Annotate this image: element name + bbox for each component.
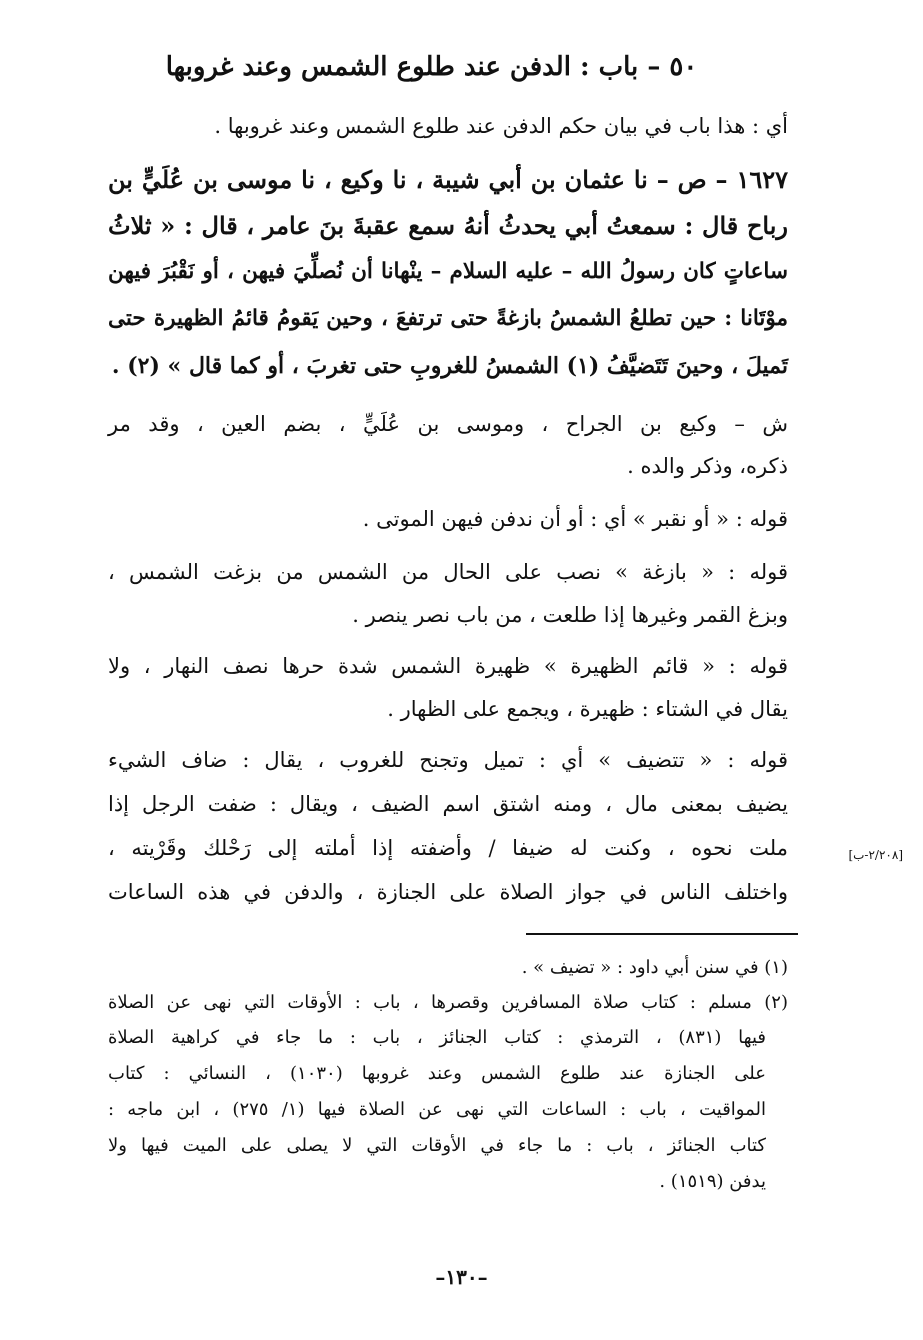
commentary-line: ذكره، وذكر والده . bbox=[627, 454, 788, 478]
hadith-line: تَميلَ ، وحينَ تَتَضيَّفُ (١) الشمسُ للغروبِ حتى تغربَ ، أو كما قال » (٢) . bbox=[111, 353, 788, 379]
hadith-line: ١٦٢٧ – ص – نا عثمان بن أبي شيبة ، نا وكيع ، نا موسى بن عُلَيٍّ بن bbox=[108, 165, 788, 194]
manuscript-folio-note: [٢/٢٠٨-ب] bbox=[848, 848, 903, 862]
hadith-line: ساعاتٍ كان رسولُ الله – عليه السلام – ينْهانا أن نُصلِّيَ فيهن ، أو نَقْبُرَ فيهن bbox=[108, 259, 788, 284]
footnote-line: المواقيت ، باب : الساعات التي نهى عن الصلاة فيها (١/ ٢٧٥) ، ابن ماجه : bbox=[108, 1099, 766, 1120]
footnote-line: يدفن (١٥١٩) . bbox=[659, 1171, 766, 1192]
explanation-line: قوله : « تتضيف » أي : تميل وتجنح للغروب ، يقال : ضاف الشيء bbox=[108, 748, 788, 772]
explanation-line: يضيف بمعنى مال ، ومنه اشتق اسم الضيف ، ويقال : ضفت الرجل إذا bbox=[108, 792, 788, 816]
page-number: –١٣٠– bbox=[435, 1265, 488, 1289]
explanation-line: واختلف الناس في جواز الصلاة على الجنازة ، والدفن في هذه الساعات bbox=[108, 880, 788, 904]
hadith-line: رباح قال : سمعتُ أبي يحدثُ أنهُ سمع عقبةَ بنَ عامر ، قال : « ثلاثُ bbox=[108, 211, 788, 240]
explanation-line: يقال في الشتاء : ظهيرة ، ويجمع على الظهار . bbox=[387, 697, 788, 721]
footnote-line: على الجنازة عند طلوع الشمس وعند غروبها (١٠٣٠) ، النسائي : كتاب bbox=[108, 1063, 766, 1084]
hadith-line: موْتَانا : حين تطلعُ الشمسُ بازغةً حتى ترتفعَ ، وحين يَقومُ قائمُ الظهيرة حتى bbox=[108, 306, 788, 331]
intro-line: أي : هذا باب في بيان حكم الدفن عند طلوع الشمس وعند غروبها . bbox=[214, 114, 788, 138]
chapter-title: ٥٠ – باب : الدفن عند طلوع الشمس وعند غروبها bbox=[165, 52, 698, 82]
commentary-line: ش – وكيع بن الجراح ، وموسى بن عُلَيٍّ ، بضم العين ، وقد مر bbox=[108, 412, 788, 436]
explanation-line: ملت نحوه ، وكنت له ضيفا / وأضفته إذا أملته إلى رَحْلك وقَرْيته ، bbox=[108, 836, 788, 860]
explanation-line: وبزغ القمر وغيرها إذا طلعت ، من باب نصر ينصر . bbox=[352, 603, 788, 627]
explanation-line: قوله : « أو نقبر » أي : أو أن ندفن فيهن الموتى . bbox=[362, 507, 788, 531]
explanation-line: قوله : « بازغة » نصب على الحال من الشمس من بزغت الشمس ، bbox=[108, 560, 788, 584]
footnote-line: فيها (٨٣١) ، الترمذي : كتاب الجنائز ، باب : ما جاء في كراهية الصلاة bbox=[108, 1027, 767, 1048]
footnote-line: (٢) مسلم : كتاب صلاة المسافرين وقصرها ، باب : الأوقات التي نهى عن الصلاة bbox=[108, 992, 788, 1013]
footnote-separator bbox=[526, 933, 798, 935]
footnote-line: (١) في سنن أبي داود : « تضيف » . bbox=[521, 957, 788, 978]
footnote-line: كتاب الجنائز ، باب : ما جاء في الأوقات التي لا يصلى على الميت فيها ولا bbox=[108, 1135, 766, 1156]
explanation-line: قوله : « قائم الظهيرة » ظهيرة الشمس شدة حرها نصف النهار ، ولا bbox=[108, 654, 788, 678]
